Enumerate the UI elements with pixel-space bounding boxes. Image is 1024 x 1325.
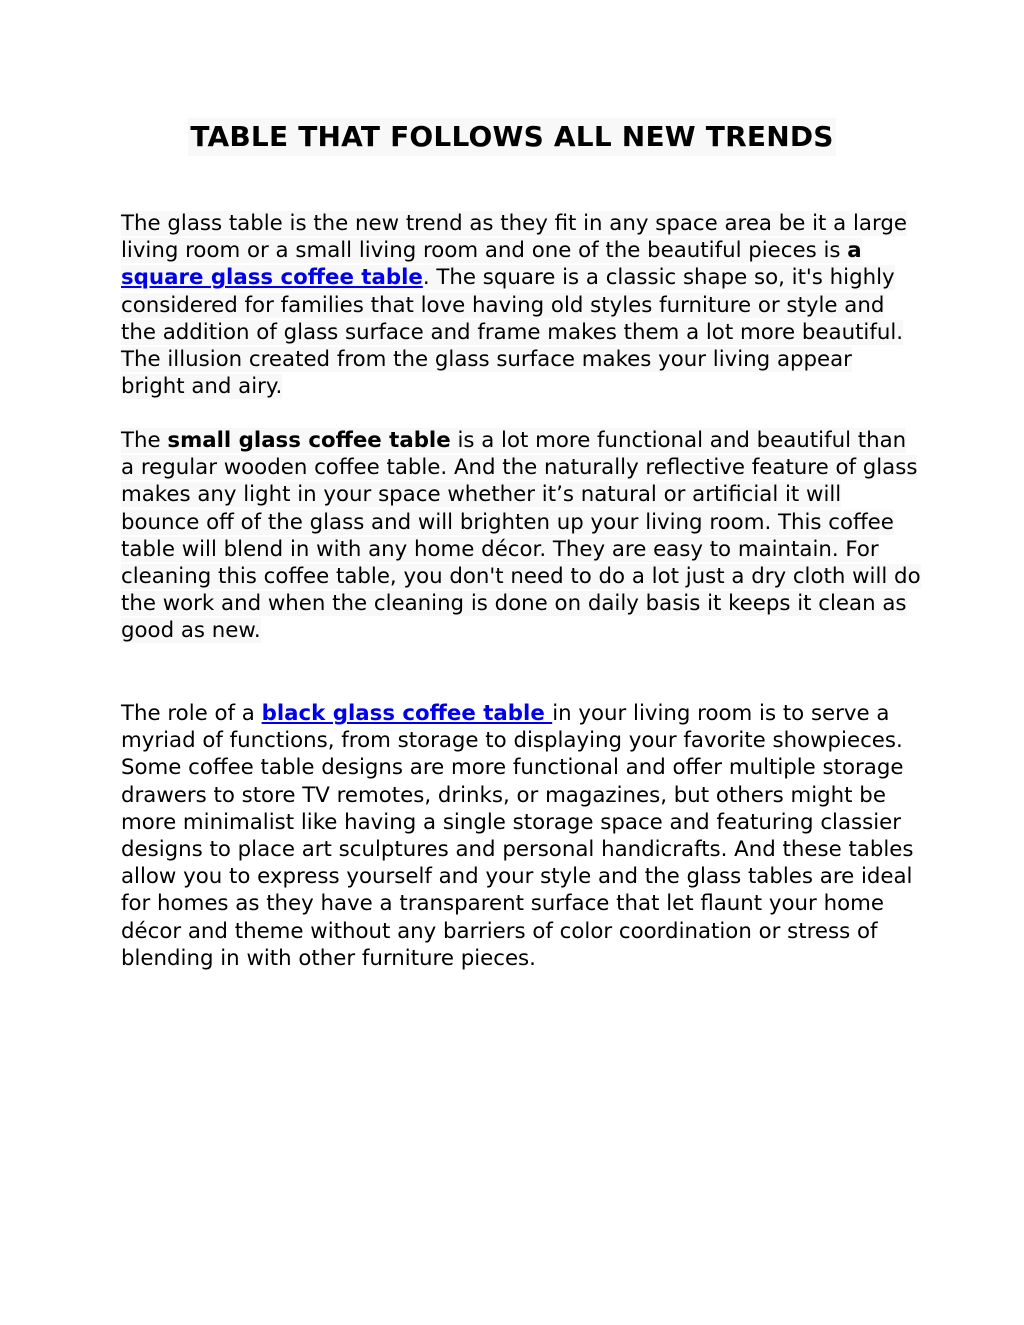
paragraph-2-text-before: The: [121, 428, 168, 453]
paragraph-1-bold-a: a: [847, 238, 862, 264]
paragraph-3-text-after: in your living room is to serve a myriad of functions, from storage to displaying your favorite showpieces. Some coffee table designs are more functional and offer multiple storage drawers to store TV remotes, drinks, or magazines, but others might be more minimalist like having a single storage space and featuring classier designs to place art sculptures and personal handicrafts. And these tables allow you to express yourself and your style and the glass tables are ideal for homes as they have a transparent surface that let flaunt your home décor and theme without any barriers of color coordination or stress of blending in with other furniture pieces.: [121, 701, 914, 971]
paragraph-1: [121, 210, 921, 400]
paragraph-1-text-after: . The square is a classic shape so, it's highly considered for families that love having old styles furniture or style and the addition of glass surface and frame makes them a lot more beautiful. The illusion created from the glass surface makes your living appear bright and airy.: [121, 265, 904, 400]
paragraph-2-bold-phrase: small glass coffee table: [167, 428, 451, 453]
page-title: TABLE THAT FOLLOWS ALL NEW TRENDS: [188, 118, 835, 156]
paragraph-3: [121, 700, 921, 972]
title-container: [0, 118, 1024, 156]
paragraph-2-text-after: is a lot more functional and beautiful than a regular wooden coffee table. And the naturally reflective feature of glass makes any light in your space whether it’s natural or artificial it will bounce off of the glass and will brighten up your living room. This coffee table will blend in with any home décor. They are easy to maintain. For cleaning this coffee table, you don't need to do a lot just a dry cloth will do the work and when the cleaning is done on daily basis it keeps it clean as good as new.: [121, 428, 921, 644]
square-glass-coffee-table-link[interactable]: square glass coffee table: [121, 265, 423, 291]
paragraph-2: [121, 427, 921, 645]
paragraph-1-text-before: The glass table is the new trend as they fit in any space area be it a large living room or a small living room and one of the beautiful pieces is: [121, 211, 907, 264]
paragraph-3-text-before: The role of a: [121, 701, 262, 726]
black-glass-coffee-table-link[interactable]: black glass coffee table: [261, 701, 553, 726]
